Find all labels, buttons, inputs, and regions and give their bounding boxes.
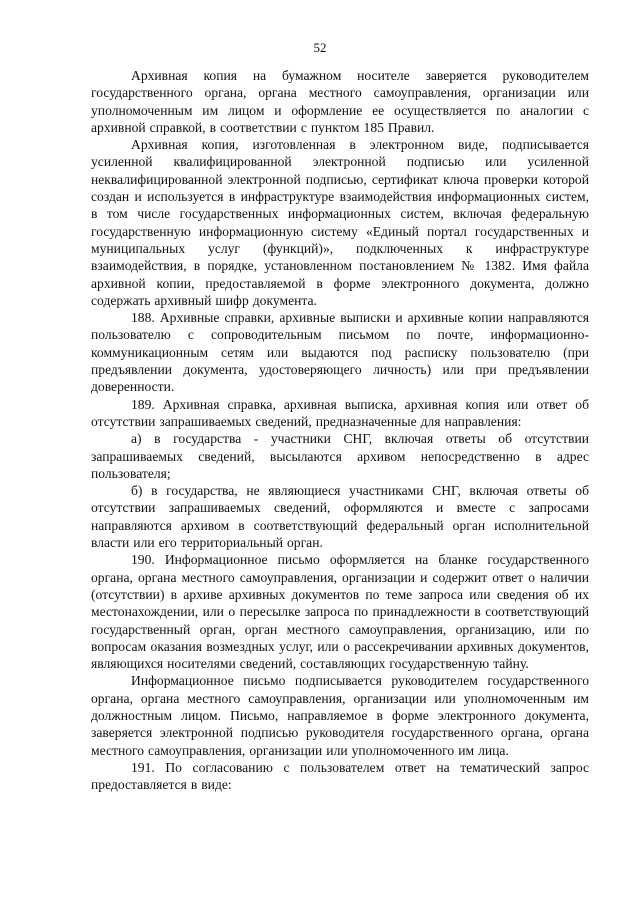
paragraph-191: 191. По согласованию с пользователем ответ на тематический запрос предоставляется в виде: bbox=[91, 759, 589, 793]
paragraph-189-b: б) в государства, не являющиеся участниками СНГ, включая ответы об отсутствии запрашиваемых сведений, оформляются и вместе с запросами направляются архивом в соответствующий федеральный орган исполнительной власти или его территориальный орган. bbox=[91, 483, 589, 551]
paragraph-archive-copy-electronic: Архивная копия, изготовленная в электронном виде, подписывается усиленной квалифицированной электронной подписью или усиленной неквалифицированной электронной подписью, сертификат ключа проверки которой создан и используется в инфраструктуре взаимодействия информационных систем, в том числе государственных информационных систем, включая федеральную государственную информационную систему «Единый портал государственных и муниципальных услуг (функций)», подключенных к инфраструктуре взаимодействия, в порядке, установленном постановлением № 1382. Имя файла архивной копии, предоставляемой в форме электронного документа, должно содержать архивный шифр документа. bbox=[91, 137, 589, 308]
paragraph-190: 190. Информационное письмо оформляется на бланке государственного органа, органа местного самоуправления, организации и содержит ответ о наличии (отсутствии) в архиве архивных документов по теме запроса или сведения об их местонахождении, или о пересылке запроса по принадлежности в соответствующий государственный орган, орган местного самоуправления, организацию, или по вопросам оказания возмездных услуг, или о рассекречивании архивных документов, являющихся носителями сведений, составляющих государственную тайну. bbox=[91, 552, 589, 672]
paragraph-189-a: а) в государства - участники СНГ, включая ответы об отсутствии запрашиваемых сведений, высылаются архивом непосредственно в адрес пользователя; bbox=[91, 431, 589, 481]
page-number: 52 bbox=[313, 40, 327, 55]
paragraph-189: 189. Архивная справка, архивная выписка, архивная копия или ответ об отсутствии запрашиваемых сведений, предназначенные для направления: bbox=[91, 396, 589, 429]
paragraph-188: 188. Архивные справки, архивные выписки и архивные копии направляются пользователю с сопроводительным письмом по почте, информационно-коммуникационным сетям или выдаются под расписку пользователю (при предъявлении документа, удостоверяющего личность) или при предъявлении доверенности. bbox=[91, 310, 589, 395]
document-body bbox=[91, 67, 589, 793]
paragraph-info-letter-signature: Информационное письмо подписывается руководителем государственного органа, органа местного самоуправления, организации или уполномоченным им должностным лицом. Письмо, направляемое в форме электронного документа, заверяется электронной подписью руководителя государственного органа, органа местного самоуправления, организации или уполномоченного им лица. bbox=[91, 673, 589, 758]
paragraph-archive-copy-paper: Архивная копия на бумажном носителе заверяется руководителем государственного органа, органа местного самоуправления, организации или уполномоченным им лицом и оформление ее осуществляется по аналогии с архивной справкой, в соответствии с пунктом 185 Правил. bbox=[91, 68, 589, 135]
